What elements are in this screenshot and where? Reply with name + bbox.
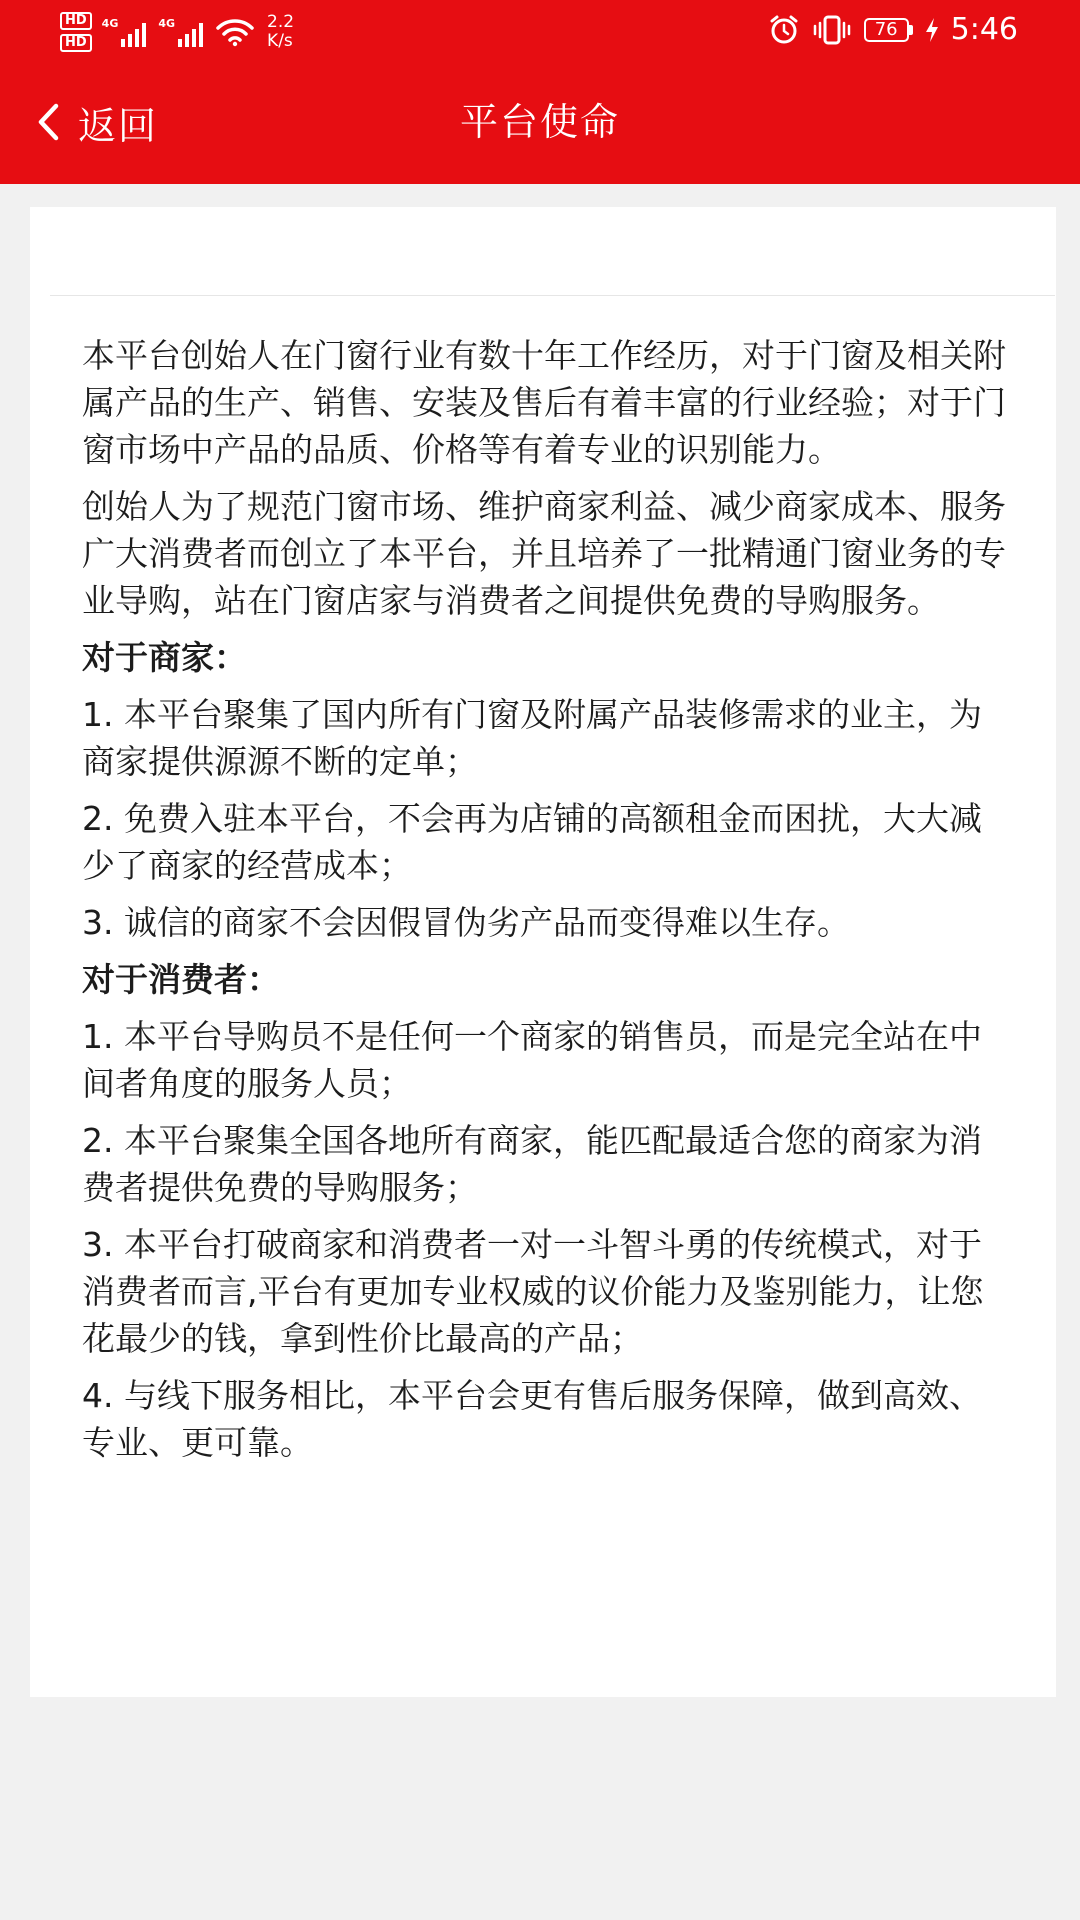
network-speed-value: 2.2	[267, 12, 295, 32]
status-bar-left	[60, 8, 294, 56]
signal-bars-2-icon	[178, 21, 203, 47]
founder-paragraph: 创始人为了规范门窗市场、维护商家利益、减少商家成本、服务广大消费者而创立了本平台，并且培养了一批精通门窗业务的专业导购，站在门窗店家与消费者之间提供免费的导购服务。	[82, 487, 1006, 620]
battery-cap	[909, 25, 913, 35]
hd-indicators	[60, 12, 92, 52]
signal-2	[158, 17, 203, 47]
hd-badge-2: HD	[60, 34, 92, 52]
battery-indicator	[864, 18, 913, 42]
signal-1	[102, 17, 147, 47]
signal-bars-1-icon	[121, 21, 146, 47]
content-card	[30, 207, 1056, 1697]
mission-text	[82, 332, 1012, 1476]
consumer-item: 3. 本平台打破商家和消费者一对一斗智斗勇的传统模式，对于消费者而言,平台有更加专业权威的议价能力及鉴别能力，让您花最少的钱，拿到性价比最高的产品；	[82, 1225, 984, 1358]
intro-paragraph: 本平台创始人在门窗行业有数十年工作经历，对于门窗及相关附属产品的生产、销售、安装及售后有着丰富的行业经验；对于门窗市场中产品的品质、价格等有着专业的识别能力。	[82, 336, 1006, 469]
page-title: 平台使命	[459, 100, 620, 144]
lightning-icon	[925, 17, 939, 43]
network-type-2: 4G	[158, 17, 176, 30]
consumers-heading: 对于消费者：	[82, 960, 280, 999]
clock-time: 5:46	[950, 12, 1018, 47]
merchants-heading: 对于商家：	[82, 638, 247, 677]
network-speed	[267, 13, 294, 51]
status-bar	[0, 0, 1080, 60]
consumer-item: 4. 与线下服务相比，本平台会更有售后服务保障，做到高效、专业、更可靠。	[82, 1376, 982, 1462]
nav-bar	[0, 84, 1080, 160]
back-button-label: 返回	[78, 103, 159, 148]
vibrate-icon	[812, 14, 852, 46]
alarm-icon	[768, 14, 800, 46]
merchant-item: 1. 本平台聚集了国内所有门窗及附属产品装修需求的业主，为商家提供源源不断的定单；	[82, 695, 982, 781]
wifi-icon	[215, 17, 255, 47]
battery-level: 76	[864, 18, 909, 42]
merchant-item: 2. 免费入驻本平台，不会再为店铺的高额租金而困扰，大大减少了商家的经营成本；	[82, 799, 982, 885]
app-header	[0, 0, 1080, 184]
hd-badge-1: HD	[60, 12, 92, 30]
status-bar-right	[768, 10, 1018, 50]
consumer-item: 2. 本平台聚集全国各地所有商家，能匹配最适合您的商家为消费者提供免费的导购服务；	[82, 1121, 982, 1207]
network-type-1: 4G	[101, 17, 119, 30]
merchant-item: 3. 诚信的商家不会因假冒伪劣产品而变得难以生存。	[82, 903, 850, 942]
network-speed-unit: K/s	[267, 31, 293, 51]
card-divider	[50, 295, 1055, 296]
consumer-item: 1. 本平台导购员不是任何一个商家的销售员，而是完全站在中间者角度的服务人员；	[82, 1017, 982, 1103]
